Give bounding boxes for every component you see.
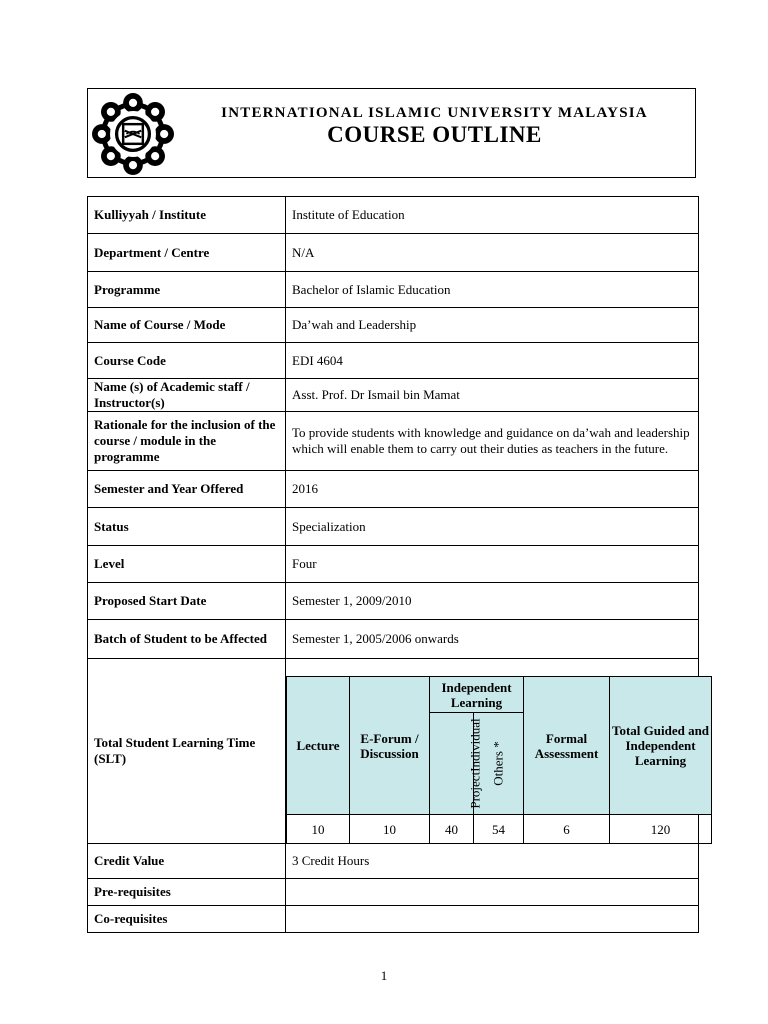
row-label: Co-requisites xyxy=(88,906,286,933)
table-row xyxy=(88,906,699,933)
row-value: Da’wah and Leadership xyxy=(286,308,699,343)
row-value: EDI 4604 xyxy=(286,343,699,379)
row-label: Pre-requisites xyxy=(88,879,286,906)
slt-value-eforum: 10 xyxy=(350,815,430,844)
row-value: N/A xyxy=(286,234,699,272)
row-value xyxy=(286,879,699,906)
slt-value-total: 120 xyxy=(610,815,712,844)
row-label: Semester and Year Offered xyxy=(88,471,286,508)
row-label: Batch of Student to be Affected xyxy=(88,620,286,659)
document-title: COURSE OUTLINE xyxy=(327,122,542,147)
course-info-table xyxy=(87,196,710,933)
row-value: To provide students with knowledge and guidance on da’wah and leadership which will enable them to carry out their duties as teachers in the future. xyxy=(286,412,699,471)
slt-value-others: 54 xyxy=(474,815,524,844)
table-row xyxy=(88,546,699,583)
table-row xyxy=(88,234,699,272)
slt-value-project: 40 xyxy=(430,815,474,844)
slt-header-lecture: Lecture xyxy=(287,677,350,815)
row-value: Asst. Prof. Dr Ismail bin Mamat xyxy=(286,379,699,412)
table-row xyxy=(88,471,699,508)
table-row xyxy=(88,879,699,906)
row-value: Semester 1, 2005/2006 onwards xyxy=(286,620,699,659)
slt-header-total: Total Guided and Independent Learning xyxy=(610,677,712,815)
slt-header-project: ProjectIndividual xyxy=(467,718,483,809)
row-label: Credit Value xyxy=(88,844,286,879)
row-label: Status xyxy=(88,508,286,546)
row-label: Level xyxy=(88,546,286,583)
header-box xyxy=(87,88,696,178)
row-value xyxy=(286,906,699,933)
row-label: Kulliyyah / Institute xyxy=(88,197,286,234)
slt-value-lecture: 10 xyxy=(287,815,350,844)
row-label: Department / Centre xyxy=(88,234,286,272)
row-value: Specialization xyxy=(286,508,699,546)
slt-header-others: Others * xyxy=(490,741,506,786)
page-number: 1 xyxy=(380,968,388,983)
row-value: 3 Credit Hours xyxy=(286,844,699,879)
slt-header-independent: Independent Learning xyxy=(430,677,524,713)
row-label: Proposed Start Date xyxy=(88,583,286,620)
university-name: INTERNATIONAL ISLAMIC UNIVERSITY MALAYSIA xyxy=(221,105,648,121)
table-row xyxy=(88,197,699,234)
row-value: Four xyxy=(286,546,699,583)
row-value: Bachelor of Islamic Education xyxy=(286,272,699,308)
row-value: Semester 1, 2009/2010 xyxy=(286,583,699,620)
table-row xyxy=(88,379,699,412)
table-row xyxy=(88,308,699,343)
table-row xyxy=(88,508,699,546)
row-label: Name of Course / Mode xyxy=(88,308,286,343)
table-row xyxy=(88,343,699,379)
slt-value-formal: 6 xyxy=(524,815,610,844)
row-label: Rationale for the inclusion of the course / module in the programme xyxy=(88,412,286,471)
row-label: Course Code xyxy=(88,343,286,379)
slt-row xyxy=(88,659,699,844)
table-row xyxy=(88,412,699,471)
row-label: Name (s) of Academic staff / Instructor(s) xyxy=(88,379,286,412)
slt-header-eforum: E-Forum / Discussion xyxy=(350,677,430,815)
slt-cell xyxy=(286,659,710,844)
table-row xyxy=(88,844,699,879)
slt-label: Total Student Learning Time (SLT) xyxy=(88,659,286,844)
slt-header-formal: Formal Assessment xyxy=(524,677,610,815)
table-row xyxy=(88,583,699,620)
row-label: Programme xyxy=(88,272,286,308)
slt-header-project-cell xyxy=(430,713,483,815)
row-value: Institute of Education xyxy=(286,197,699,234)
row-value: 2016 xyxy=(286,471,699,508)
table-row xyxy=(88,620,699,659)
table-row xyxy=(88,272,699,308)
slt-table xyxy=(286,676,712,844)
